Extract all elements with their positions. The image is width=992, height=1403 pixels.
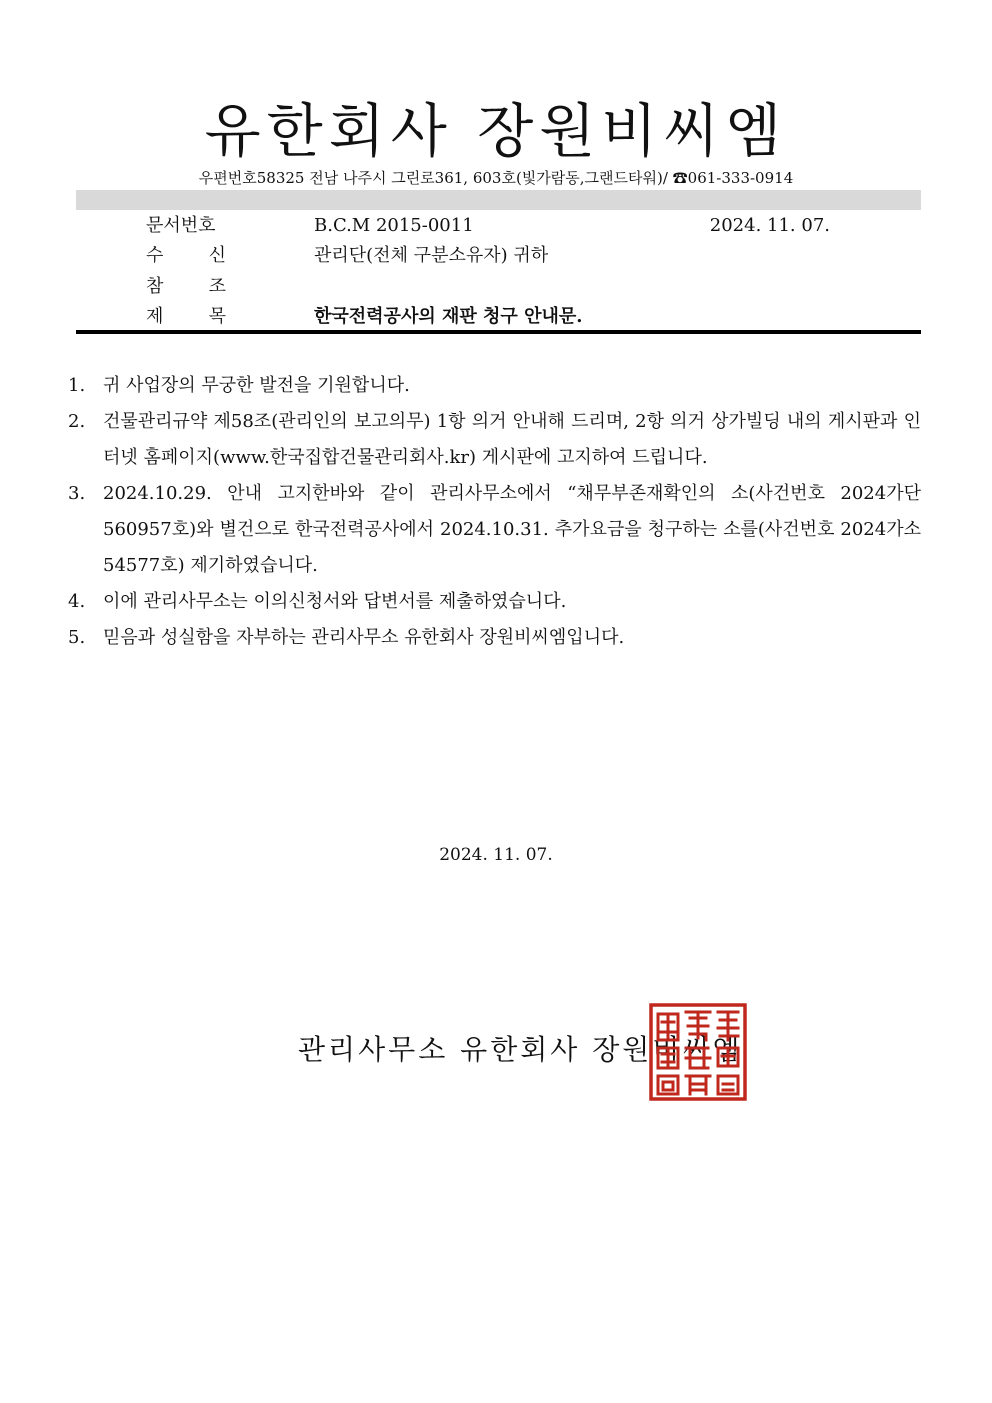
subject-label: 제 목 xyxy=(146,306,226,327)
list-item-text: 2024.10.29. 안내 고지한바와 같이 관리사무소에서 “채무부존재확인의 소(사건번호 2024가단560957호)와 별건으로 한국전력공사에서 2024.10.31. 추가요금을 청구하는 소를(사건번호 2024가소54577호) 제기하였습니다. xyxy=(103,483,921,576)
document-date: 2024. 11. 07. xyxy=(709,215,830,236)
doc-number-value: B.C.M 2015-0011 xyxy=(314,215,474,236)
list-item-number: 5. xyxy=(68,627,86,648)
list-item-text: 믿음과 성실함을 자부하는 관리사무소 유한회사 장원비씨엠입니다. xyxy=(103,627,625,648)
list-item-number: 1. xyxy=(68,375,86,396)
reference-row xyxy=(76,272,921,302)
recipient-value: 관리단(전체 구분소유자) 귀하 xyxy=(314,245,549,266)
company-title: 유한회사 장원비씨엠 xyxy=(204,97,788,165)
recipient-label: 수 신 xyxy=(146,245,226,266)
reference-label: 참 조 xyxy=(146,276,226,297)
header-divider-bar xyxy=(76,190,921,210)
list-item xyxy=(68,368,921,404)
list-item-text: 귀 사업장의 무궁한 발전을 기원합니다. xyxy=(103,375,410,396)
signature-line: 관리사무소 유한회사 장원비씨엠 xyxy=(298,1033,743,1066)
recipient-row xyxy=(76,241,921,271)
doc-number-label: 문서번호 xyxy=(146,215,216,236)
header-rule xyxy=(76,330,921,334)
footer-date: 2024. 11. 07. xyxy=(439,845,553,865)
list-item-number: 2. xyxy=(68,411,86,432)
doc-number-row xyxy=(76,211,921,241)
list-item xyxy=(68,476,921,584)
list-item-number: 4. xyxy=(68,591,86,612)
list-item-number: 3. xyxy=(68,483,86,504)
subject-row xyxy=(76,302,921,332)
body-list xyxy=(68,368,921,656)
address-line: 우편번호58325 전남 나주시 그린로361, 603호(빛가람동,그랜드타워)/ ☎061-333-0914 xyxy=(198,169,794,187)
list-item-text: 이에 관리사무소는 이의신청서와 답변서를 제출하였습니다. xyxy=(103,591,567,612)
list-item xyxy=(68,584,921,620)
company-seal-icon xyxy=(648,1002,748,1102)
list-item xyxy=(68,404,921,476)
list-item xyxy=(68,620,921,656)
subject-value: 한국전력공사의 재판 청구 안내문. xyxy=(314,306,583,327)
list-item-text: 건물관리규약 제58조(관리인의 보고의무) 1항 의거 안내해 드리며, 2항 의거 상가빌딩 내의 게시판과 인터넷 홈페이지(www.한국집합건물관리회사.kr) 게시판에 고지하여 드립니다. xyxy=(103,411,921,468)
